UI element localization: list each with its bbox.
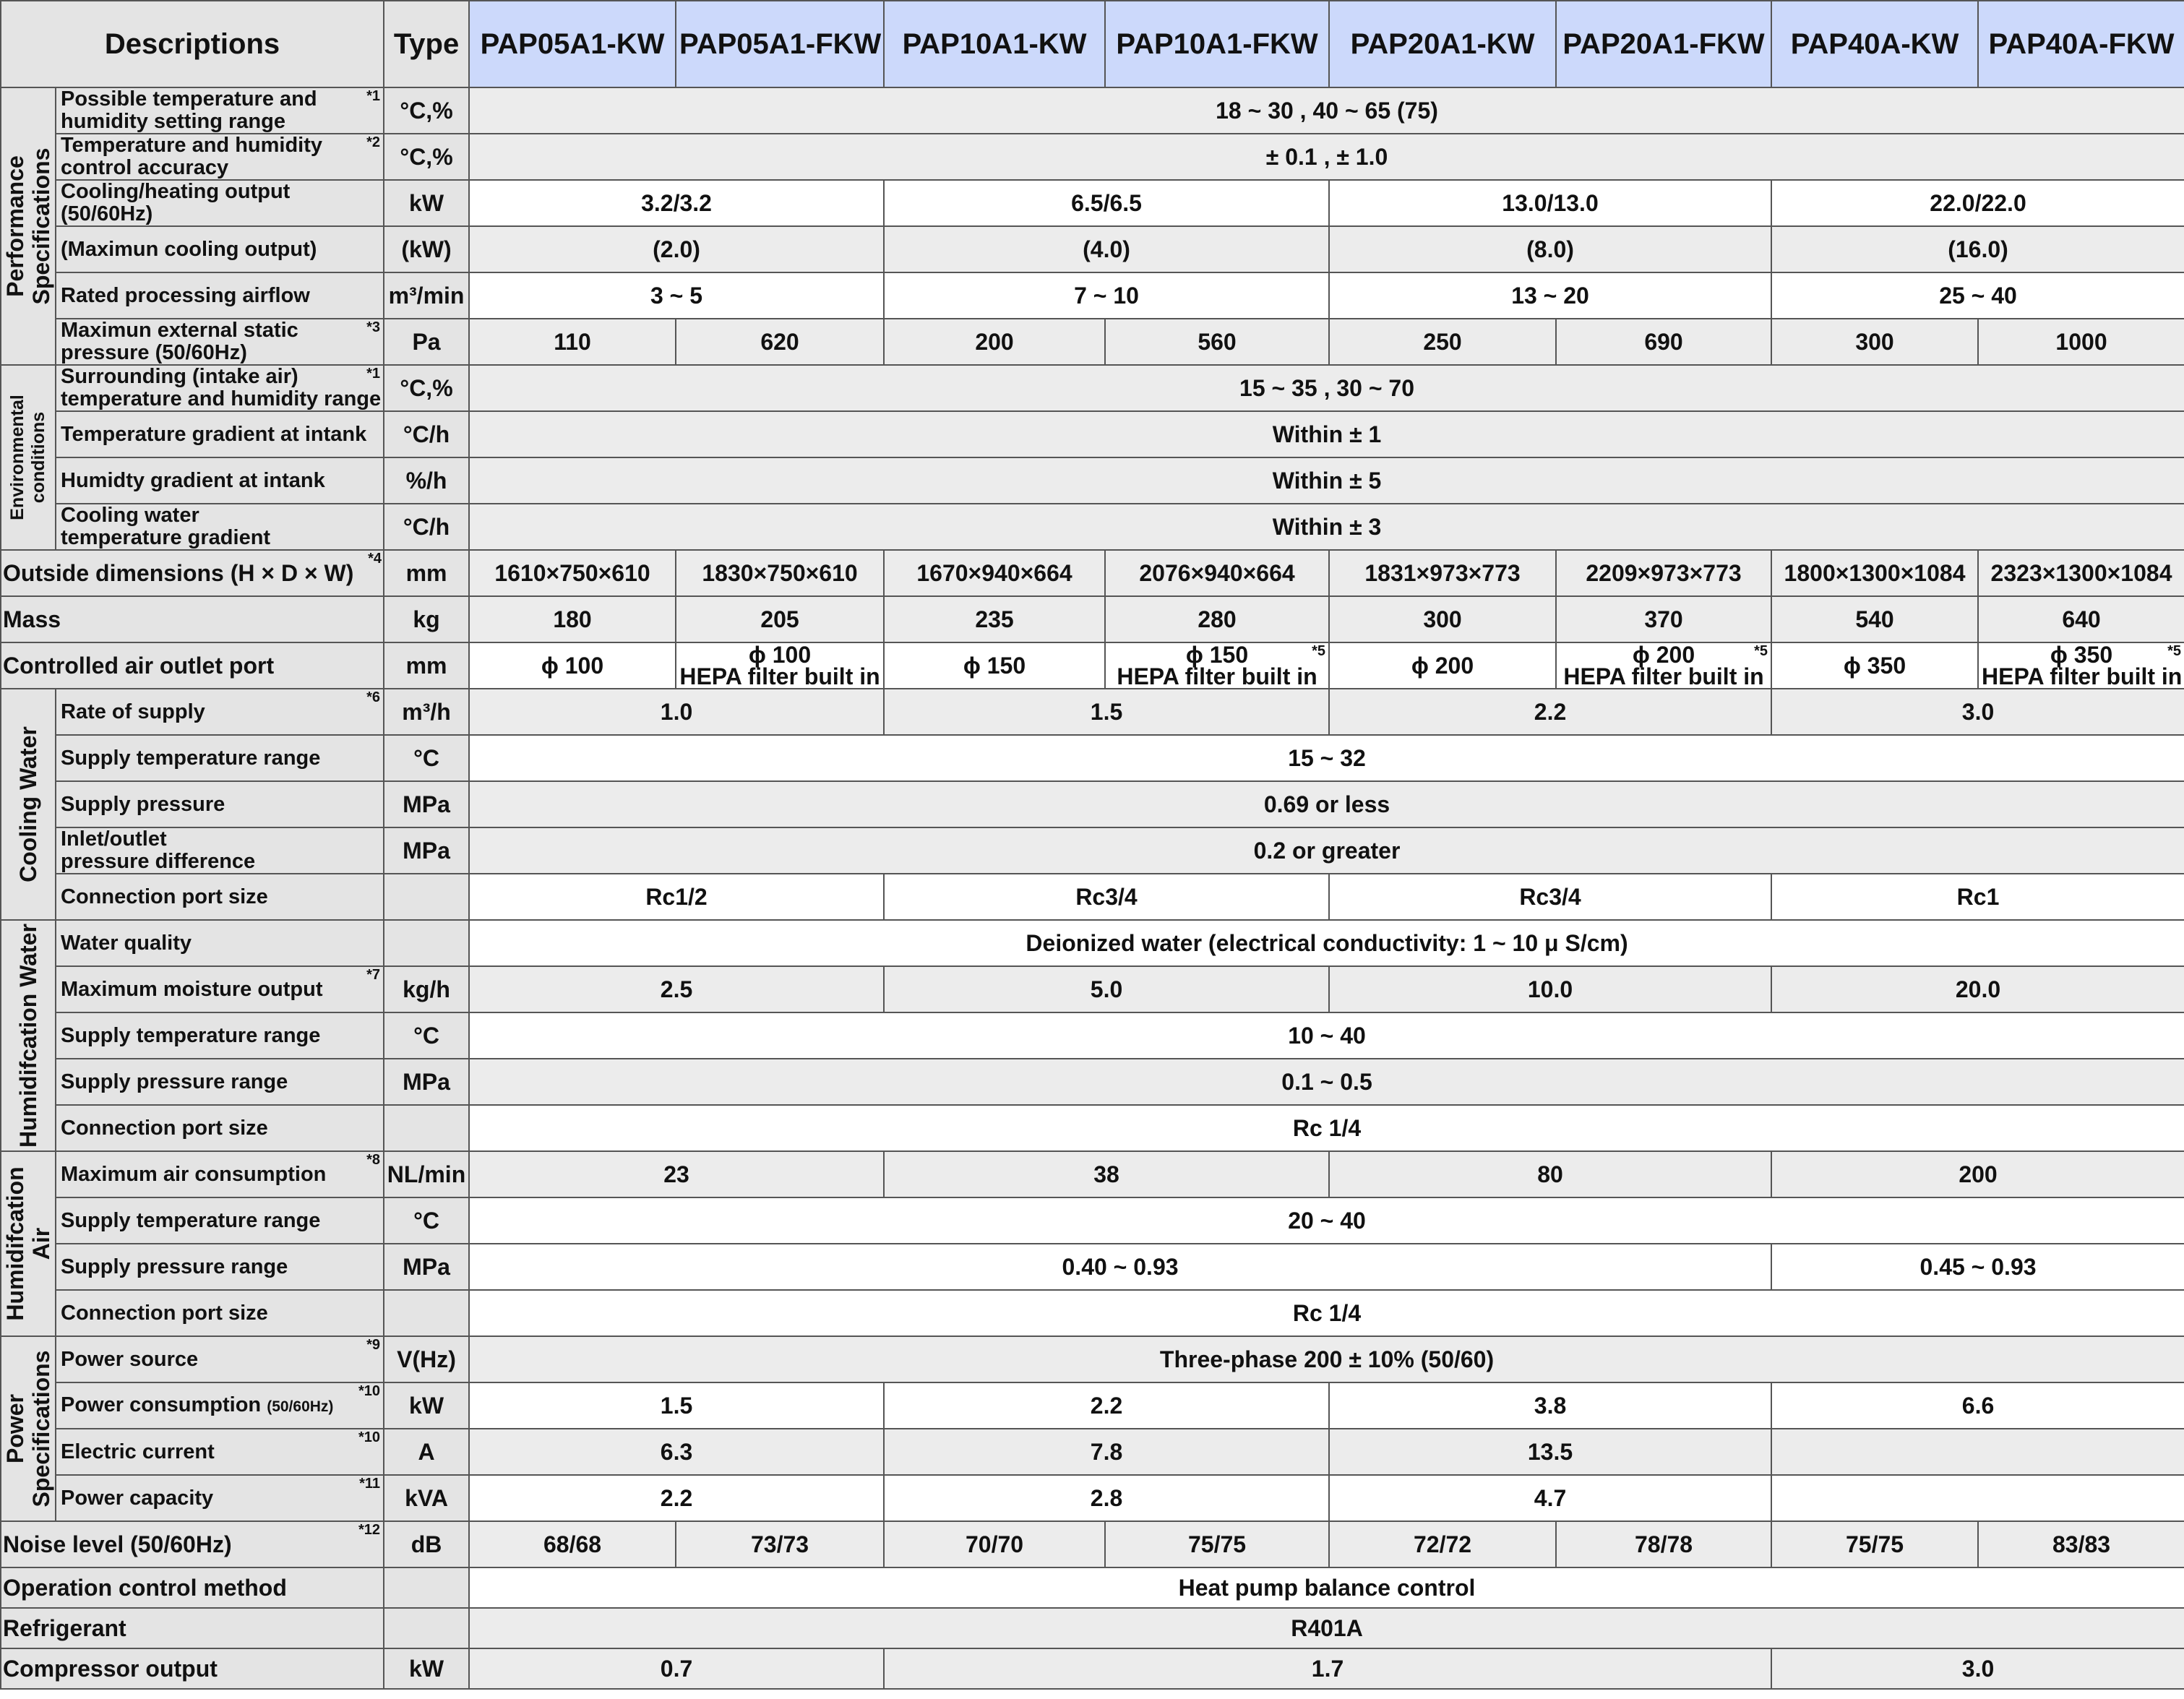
- row-value: 10 ~ 40: [469, 1012, 2184, 1059]
- row-value: 2209×973×773: [1556, 550, 1771, 596]
- row-type: [384, 1105, 469, 1151]
- row-type: [384, 1567, 469, 1608]
- row-value: 38: [884, 1151, 1329, 1197]
- row-value: 1.7: [884, 1648, 1771, 1689]
- row-value: ϕ 150 HEPA filter built in *5: [1105, 642, 1329, 689]
- table-row: [1, 319, 2184, 365]
- row-type: °C,%: [384, 134, 469, 180]
- row-value: 110: [469, 319, 676, 365]
- row-type: Pa: [384, 319, 469, 365]
- row-value: 300: [1771, 319, 1978, 365]
- row-value: 2.2: [884, 1382, 1329, 1429]
- row-value: 200: [884, 319, 1105, 365]
- row-value: 1831×973×773: [1329, 550, 1556, 596]
- row-value: ± 0.1 , ± 1.0: [469, 134, 2184, 180]
- row-label: Electric current *10: [56, 1429, 384, 1475]
- row-value: Within ± 5: [469, 457, 2184, 504]
- row-value: 73/73: [676, 1521, 884, 1567]
- row-value: [1771, 1429, 2184, 1475]
- model-header: PAP05A1-KW: [469, 1, 676, 87]
- row-value: 280: [1105, 596, 1329, 642]
- row-value: 3.0: [1771, 1648, 2184, 1689]
- table-row: [1, 272, 2184, 319]
- row-type: MPa: [384, 781, 469, 827]
- row-value: 15 ~ 35 , 30 ~ 70: [469, 365, 2184, 411]
- table-row: [1, 1475, 2184, 1521]
- model-header: PAP40A-KW: [1771, 1, 1978, 87]
- table-row: [1, 1521, 2184, 1567]
- row-value: 7 ~ 10: [884, 272, 1329, 319]
- row-value: 68/68: [469, 1521, 676, 1567]
- row-label: Temperature and humidity control accuracy *2: [56, 134, 384, 180]
- row-value: Within ± 1: [469, 411, 2184, 457]
- table-row: [1, 1197, 2184, 1244]
- row-label: Mass: [1, 596, 384, 642]
- row-value: 205: [676, 596, 884, 642]
- row-value: 1.5: [884, 689, 1329, 735]
- row-value: (4.0): [884, 226, 1329, 272]
- row-value: 83/83: [1978, 1521, 2184, 1567]
- table-row: [1, 1244, 2184, 1290]
- row-value: 0.45 ~ 0.93: [1771, 1244, 2184, 1290]
- row-value: 75/75: [1771, 1521, 1978, 1567]
- row-label: Maximun external static pressure (50/60Hz) *3: [56, 319, 384, 365]
- table-row: [1, 735, 2184, 781]
- table-row: [1, 596, 2184, 642]
- descriptions-header: Descriptions: [1, 1, 384, 87]
- row-value: Rc3/4: [884, 874, 1329, 920]
- table-row: [1, 504, 2184, 550]
- row-value: 5.0: [884, 966, 1329, 1012]
- row-value: 0.2 or greater: [469, 827, 2184, 874]
- row-value: ϕ 100 HEPA filter built in: [676, 642, 884, 689]
- table-row: [1, 874, 2184, 920]
- table-row: [1, 781, 2184, 827]
- row-value: 370: [1556, 596, 1771, 642]
- row-label: Supply pressure range: [56, 1059, 384, 1105]
- row-type: °C: [384, 735, 469, 781]
- row-label: Controlled air outlet port: [1, 642, 384, 689]
- row-value: 690: [1556, 319, 1771, 365]
- row-value: 6.6: [1771, 1382, 2184, 1429]
- row-type: A: [384, 1429, 469, 1475]
- row-label: Surrounding (intake air) temperature and humidity range *1: [56, 365, 384, 411]
- row-value: 20 ~ 40: [469, 1197, 2184, 1244]
- row-type: kW: [384, 1382, 469, 1429]
- row-label: Outside dimensions (H × D × W) *4: [1, 550, 384, 596]
- row-value: 540: [1771, 596, 1978, 642]
- row-label: Rate of supply *6: [56, 689, 384, 735]
- table-row: [1, 966, 2184, 1012]
- row-type: NL/min: [384, 1151, 469, 1197]
- row-value: 1610×750×610: [469, 550, 676, 596]
- row-label: Supply temperature range: [56, 1012, 384, 1059]
- row-label: Refrigerant: [1, 1608, 384, 1648]
- type-header: Type: [384, 1, 469, 87]
- row-label: Compressor output: [1, 1648, 384, 1689]
- header-row: [1, 1, 2184, 87]
- table-row: [1, 226, 2184, 272]
- row-type: %/h: [384, 457, 469, 504]
- row-type: °C,%: [384, 365, 469, 411]
- row-value: Rc1: [1771, 874, 2184, 920]
- table-row: [1, 180, 2184, 226]
- row-type: °C: [384, 1012, 469, 1059]
- row-value: 15 ~ 32: [469, 735, 2184, 781]
- row-value: 250: [1329, 319, 1556, 365]
- table-row: [1, 87, 2184, 134]
- model-header: PAP40A-FKW: [1978, 1, 2184, 87]
- row-label: Maximum air consumption *8: [56, 1151, 384, 1197]
- row-value: 2.5: [469, 966, 884, 1012]
- table-row: [1, 1382, 2184, 1429]
- row-label: Connection port size: [56, 1290, 384, 1336]
- row-label: Supply pressure range: [56, 1244, 384, 1290]
- row-value: 640: [1978, 596, 2184, 642]
- row-label: Cooling/heating output (50/60Hz): [56, 180, 384, 226]
- row-value: 620: [676, 319, 884, 365]
- row-value: 1.0: [469, 689, 884, 735]
- row-type: kg: [384, 596, 469, 642]
- table-row: [1, 411, 2184, 457]
- row-label: Humidty gradient at intank: [56, 457, 384, 504]
- table-row: [1, 689, 2184, 735]
- row-label: Power source *9: [56, 1336, 384, 1382]
- table-row: [1, 1105, 2184, 1151]
- group-cooling-water: Cooling Water: [1, 689, 56, 920]
- row-value: 560: [1105, 319, 1329, 365]
- table-row: [1, 134, 2184, 180]
- row-type: [384, 874, 469, 920]
- table-row: [1, 365, 2184, 411]
- table-row: [1, 920, 2184, 966]
- row-value: 2.2: [1329, 689, 1771, 735]
- row-value: 2.8: [884, 1475, 1329, 1521]
- row-value: 180: [469, 596, 676, 642]
- row-value: 22.0/22.0: [1771, 180, 2184, 226]
- row-label: Inlet/outlet pressure difference: [56, 827, 384, 874]
- row-type: kg/h: [384, 966, 469, 1012]
- row-value: 72/72: [1329, 1521, 1556, 1567]
- row-type: mm: [384, 550, 469, 596]
- row-type: [384, 920, 469, 966]
- row-value: 6.5/6.5: [884, 180, 1329, 226]
- row-value: 13.5: [1329, 1429, 1771, 1475]
- table-row: [1, 1151, 2184, 1197]
- row-value: 235: [884, 596, 1105, 642]
- table-row: [1, 1567, 2184, 1608]
- row-type: m³/h: [384, 689, 469, 735]
- row-value: 0.40 ~ 0.93: [469, 1244, 1771, 1290]
- row-label: Connection port size: [56, 1105, 384, 1151]
- table-row: [1, 457, 2184, 504]
- row-value: 4.7: [1329, 1475, 1771, 1521]
- row-label: Temperature gradient at intank: [56, 411, 384, 457]
- row-value: ϕ 200: [1329, 642, 1556, 689]
- row-label: Cooling water temperature gradient: [56, 504, 384, 550]
- row-value: 1800×1300×1084: [1771, 550, 1978, 596]
- row-type: dB: [384, 1521, 469, 1567]
- row-value: R401A: [469, 1608, 2184, 1648]
- row-type: kW: [384, 1648, 469, 1689]
- row-type: kVA: [384, 1475, 469, 1521]
- group-humidification-air: Humidifcation Air: [1, 1151, 56, 1336]
- row-value: 78/78: [1556, 1521, 1771, 1567]
- row-value: 70/70: [884, 1521, 1105, 1567]
- row-type: m³/min: [384, 272, 469, 319]
- row-value: 1000: [1978, 319, 2184, 365]
- row-label: Noise level (50/60Hz) *12: [1, 1521, 384, 1567]
- row-label: Connection port size: [56, 874, 384, 920]
- row-value: Rc 1/4: [469, 1290, 2184, 1336]
- row-type: °C/h: [384, 411, 469, 457]
- row-value: [1771, 1475, 2184, 1521]
- row-value: 0.69 or less: [469, 781, 2184, 827]
- row-label: Possible temperature and humidity setting range *1: [56, 87, 384, 134]
- row-value: 6.3: [469, 1429, 884, 1475]
- row-value: 0.1 ~ 0.5: [469, 1059, 2184, 1105]
- table-row: [1, 827, 2184, 874]
- table-row: [1, 1608, 2184, 1648]
- row-value: Heat pump balance control: [469, 1567, 2184, 1608]
- row-value: ϕ 350: [1771, 642, 1978, 689]
- row-value: 23: [469, 1151, 884, 1197]
- row-value: 3.8: [1329, 1382, 1771, 1429]
- row-type: °C/h: [384, 504, 469, 550]
- table-row: [1, 1012, 2184, 1059]
- row-value: 18 ~ 30 , 40 ~ 65 (75): [469, 87, 2184, 134]
- row-value: ϕ 200 HEPA filter built in *5: [1556, 642, 1771, 689]
- row-value: 2.2: [469, 1475, 884, 1521]
- row-value: 300: [1329, 596, 1556, 642]
- group-power: Power Specifications: [1, 1336, 56, 1521]
- table-row: [1, 1059, 2184, 1105]
- row-type: mm: [384, 642, 469, 689]
- row-value: 1670×940×664: [884, 550, 1105, 596]
- row-label: Operation control method: [1, 1567, 384, 1608]
- model-header: PAP20A1-FKW: [1556, 1, 1771, 87]
- table-row: [1, 1290, 2184, 1336]
- row-value: 3 ~ 5: [469, 272, 884, 319]
- row-value: 2323×1300×1084: [1978, 550, 2184, 596]
- row-value: 13.0/13.0: [1329, 180, 1771, 226]
- row-label: Power capacity *11: [56, 1475, 384, 1521]
- row-type: MPa: [384, 1244, 469, 1290]
- row-value: ϕ 100: [469, 642, 676, 689]
- model-header: PAP20A1-KW: [1329, 1, 1556, 87]
- row-value: 200: [1771, 1151, 2184, 1197]
- row-value: 7.8: [884, 1429, 1329, 1475]
- row-value: Rc3/4: [1329, 874, 1771, 920]
- row-value: (2.0): [469, 226, 884, 272]
- table-row: [1, 1648, 2184, 1689]
- row-type: (kW): [384, 226, 469, 272]
- row-value: Rc1/2: [469, 874, 884, 920]
- table-row: [1, 642, 2184, 689]
- row-label: Water quality: [56, 920, 384, 966]
- row-label: Maximum moisture output *7: [56, 966, 384, 1012]
- group-humidification-water: Humidifcation Water: [1, 920, 56, 1151]
- row-type: °C: [384, 1197, 469, 1244]
- row-value: 80: [1329, 1151, 1771, 1197]
- row-value: Three-phase 200 ± 10% (50/60): [469, 1336, 2184, 1382]
- row-value: 10.0: [1329, 966, 1771, 1012]
- row-type: °C,%: [384, 87, 469, 134]
- row-label: Supply temperature range: [56, 735, 384, 781]
- row-label: Power consumption (50/60Hz) *10: [56, 1382, 384, 1429]
- model-header: PAP10A1-KW: [884, 1, 1105, 87]
- table-row: [1, 550, 2184, 596]
- row-value: (16.0): [1771, 226, 2184, 272]
- row-value: 20.0: [1771, 966, 2184, 1012]
- table-row: [1, 1429, 2184, 1475]
- row-type: kW: [384, 180, 469, 226]
- group-environmental: Environmental conditions: [1, 365, 56, 550]
- row-type: [384, 1290, 469, 1336]
- row-value: (8.0): [1329, 226, 1771, 272]
- row-label: Supply pressure: [56, 781, 384, 827]
- row-value: 13 ~ 20: [1329, 272, 1771, 319]
- row-label: Supply temperature range: [56, 1197, 384, 1244]
- row-value: 3.0: [1771, 689, 2184, 735]
- row-value: Within ± 3: [469, 504, 2184, 550]
- row-value: 1830×750×610: [676, 550, 884, 596]
- row-type: V(Hz): [384, 1336, 469, 1382]
- row-value: 75/75: [1105, 1521, 1329, 1567]
- model-header: PAP05A1-FKW: [676, 1, 884, 87]
- row-type: [384, 1608, 469, 1648]
- model-header: PAP10A1-FKW: [1105, 1, 1329, 87]
- row-value: ϕ 350 HEPA filter built in *5: [1978, 642, 2184, 689]
- row-type: MPa: [384, 827, 469, 874]
- row-type: MPa: [384, 1059, 469, 1105]
- row-label: Rated processing airflow: [56, 272, 384, 319]
- row-label: (Maximun cooling output): [56, 226, 384, 272]
- row-value: Rc 1/4: [469, 1105, 2184, 1151]
- row-value: 25 ~ 40: [1771, 272, 2184, 319]
- row-value: 2076×940×664: [1105, 550, 1329, 596]
- row-value: 3.2/3.2: [469, 180, 884, 226]
- row-value: 1.5: [469, 1382, 884, 1429]
- table-row: [1, 1336, 2184, 1382]
- group-performance: Performance Specifications: [1, 87, 56, 365]
- row-value: ϕ 150: [884, 642, 1105, 689]
- row-value: Deionized water (electrical conductivity: 1 ~ 10 μ S/cm): [469, 920, 2184, 966]
- row-value: 0.7: [469, 1648, 884, 1689]
